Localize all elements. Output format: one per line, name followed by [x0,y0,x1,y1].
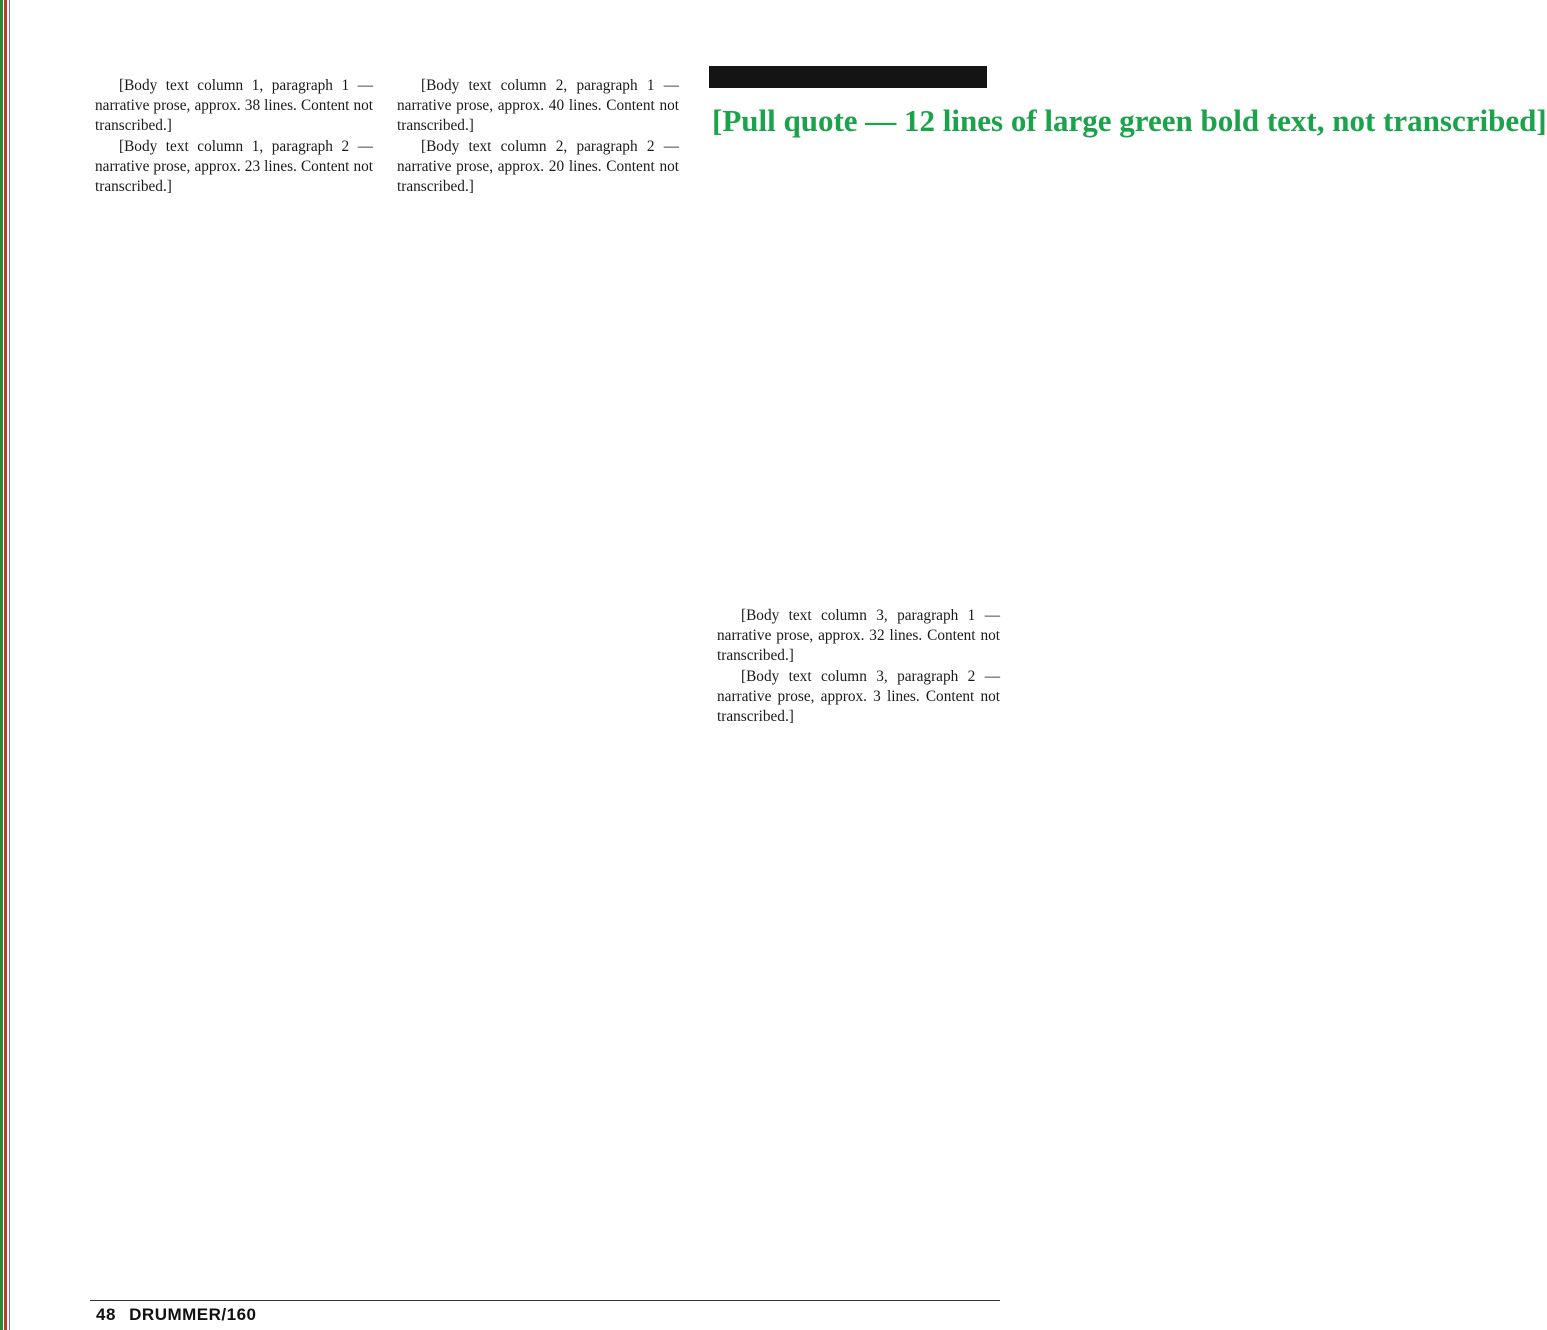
page-footer [96,1305,265,1325]
paragraph: [Body text column 2, paragraph 2 — narrative prose, approx. 20 lines. Content not transcribed.] [397,137,679,196]
paragraph: [Body text column 3, paragraph 1 — narrative prose, approx. 32 lines. Content not transcribed.] [717,607,1000,665]
paragraph: [Body text column 1, paragraph 1 — narrative prose, approx. 38 lines. Content not transcribed.] [95,77,373,135]
footer-rule [90,1300,1000,1301]
text-column-3 [717,606,1000,727]
binding-edge-line [9,0,10,1330]
paragraph: [Body text column 2, paragraph 1 — narrative prose, approx. 40 lines. Content not transcribed.] [397,77,679,135]
text-column-2 [397,76,679,197]
pull-quote [712,100,1547,141]
paragraph: [Body text column 3, paragraph 2 — narrative prose, approx. 3 lines. Content not transcribed.] [717,667,1000,726]
page-number: 48 [96,1305,116,1324]
pull-quote-header-bar [709,66,987,88]
pull-quote-line: [Pull quote — 12 lines of large green bold text, not transcribed] [712,103,1547,138]
text-column-1 [95,76,373,197]
publication-name: DRUMMER/160 [129,1305,257,1324]
paragraph: [Body text column 1, paragraph 2 — narrative prose, approx. 23 lines. Content not transcribed.] [95,137,373,196]
binding-edge-red [4,0,7,1330]
binding-edge-green [0,0,3,1330]
